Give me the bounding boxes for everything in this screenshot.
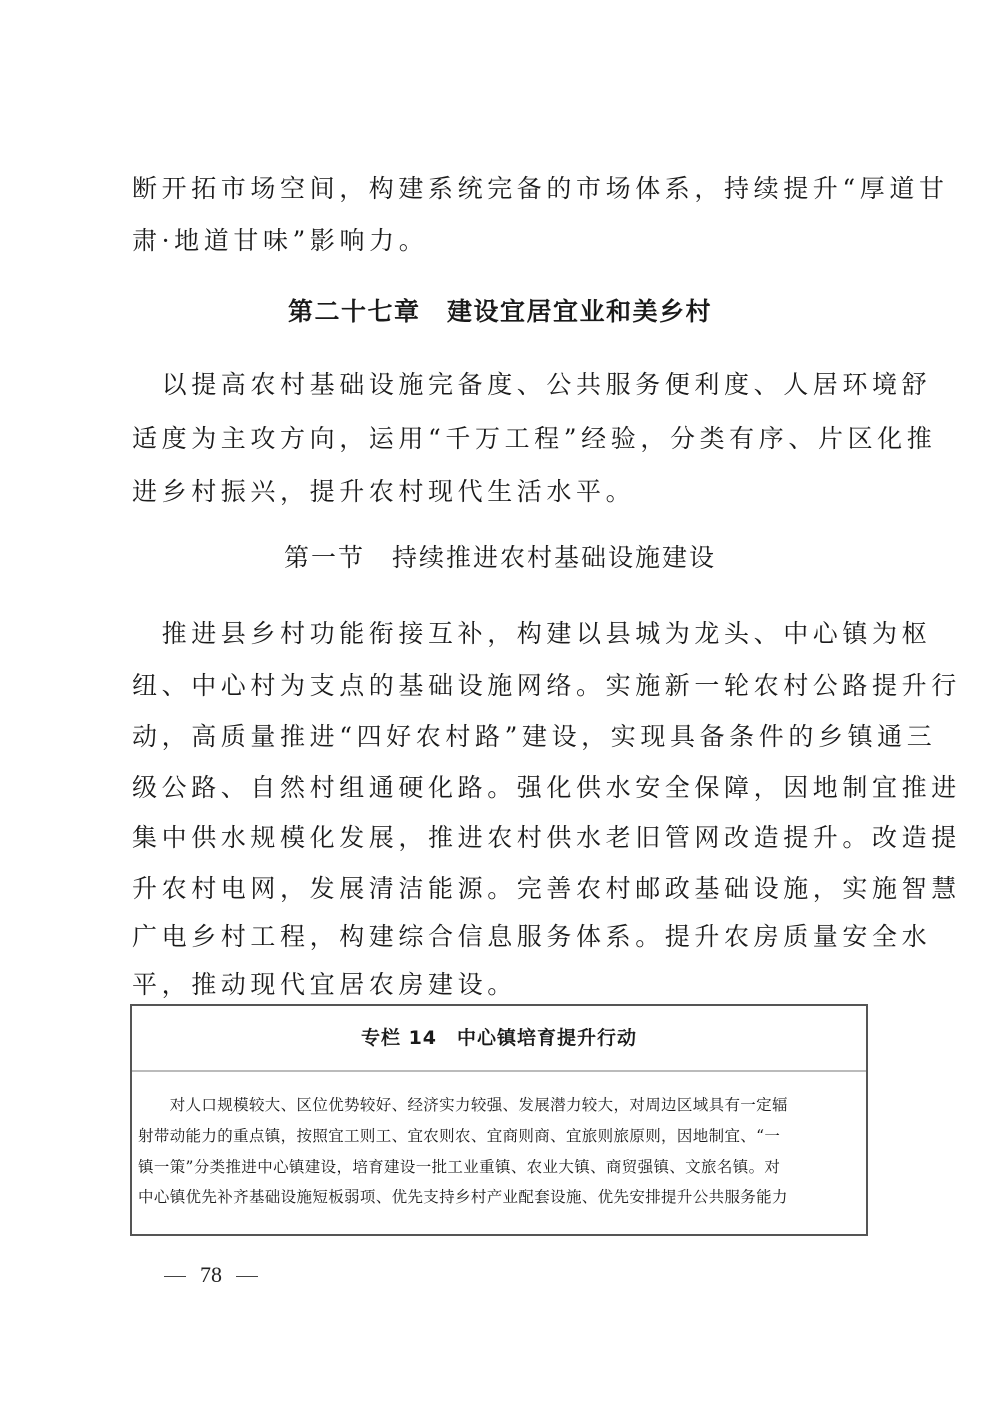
- body-text-line: 纽、中心村为支点的基础设施网络。实施新一轮农村公路提升行: [132, 671, 961, 700]
- body-text-line: 平，推动现代宜居农房建设。: [132, 970, 517, 999]
- page-number: 78: [200, 1262, 222, 1287]
- body-text-line: 升农村电网，发展清洁能源。完善农村邮政基础设施，实施智慧: [132, 874, 961, 903]
- dash-left: [164, 1276, 186, 1277]
- page-number-footer: [150, 1262, 272, 1288]
- body-text-line: 动，高质量推进“四好农村路”建设，实现具备条件的乡镇通三: [132, 722, 937, 751]
- body-text-line: 以提高农村基础设施完备度、公共服务便利度、人居环境舒: [132, 370, 932, 399]
- body-text-line: 肃·地道甘味”影响力。: [132, 226, 429, 255]
- body-text-line: 适度为主攻方向，运用“千万工程”经验，分类有序、片区化推: [132, 424, 937, 453]
- column-box: [130, 1004, 868, 1236]
- body-text-line: 级公路、自然村组通硬化路。强化供水安全保障，因地制宜推进: [132, 773, 961, 802]
- chapter-heading: 第二十七章 建设宜居宜业和美乡村: [287, 297, 712, 326]
- body-text-line: 广电乡村工程，构建综合信息服务体系。提升农房质量安全水: [132, 922, 932, 951]
- body-text-line: 集中供水规模化发展，推进农村供水老旧管网改造提升。改造提: [132, 823, 961, 852]
- body-text-line: 进乡村振兴，提升农村现代生活水平。: [132, 477, 636, 506]
- column-box-title: 专栏 14 中心镇培育提升行动: [132, 1006, 866, 1072]
- dash-right: [236, 1276, 258, 1277]
- column-box-text-line: 射带动能力的重点镇，按照宜工则工、宜农则农、宜商则商、宜旅则旅原则，因地制宜、“一: [138, 1127, 781, 1145]
- body-text-line: 推进县乡村功能衔接互补，构建以县城为龙头、中心镇为枢: [132, 619, 932, 648]
- column-box-text-line: 镇一策”分类推进中心镇建设，培育建设一批工业重镇、农业大镇、商贸强镇、文旅名镇。对: [138, 1158, 781, 1176]
- column-box-text-line: 中心镇优先补齐基础设施短板弱项、优先支持乡村产业配套设施、优先安排提升公共服务能力: [138, 1188, 788, 1206]
- body-text-line: 断开拓市场空间，构建系统完备的市场体系，持续提升“厚道甘: [132, 174, 949, 203]
- section-heading: 第一节 持续推进农村基础设施建设: [283, 543, 716, 572]
- column-box-text-line: 对人口规模较大、区位优势较好、经济实力较强、发展潜力较大，对周边区域具有一定辐: [138, 1096, 788, 1114]
